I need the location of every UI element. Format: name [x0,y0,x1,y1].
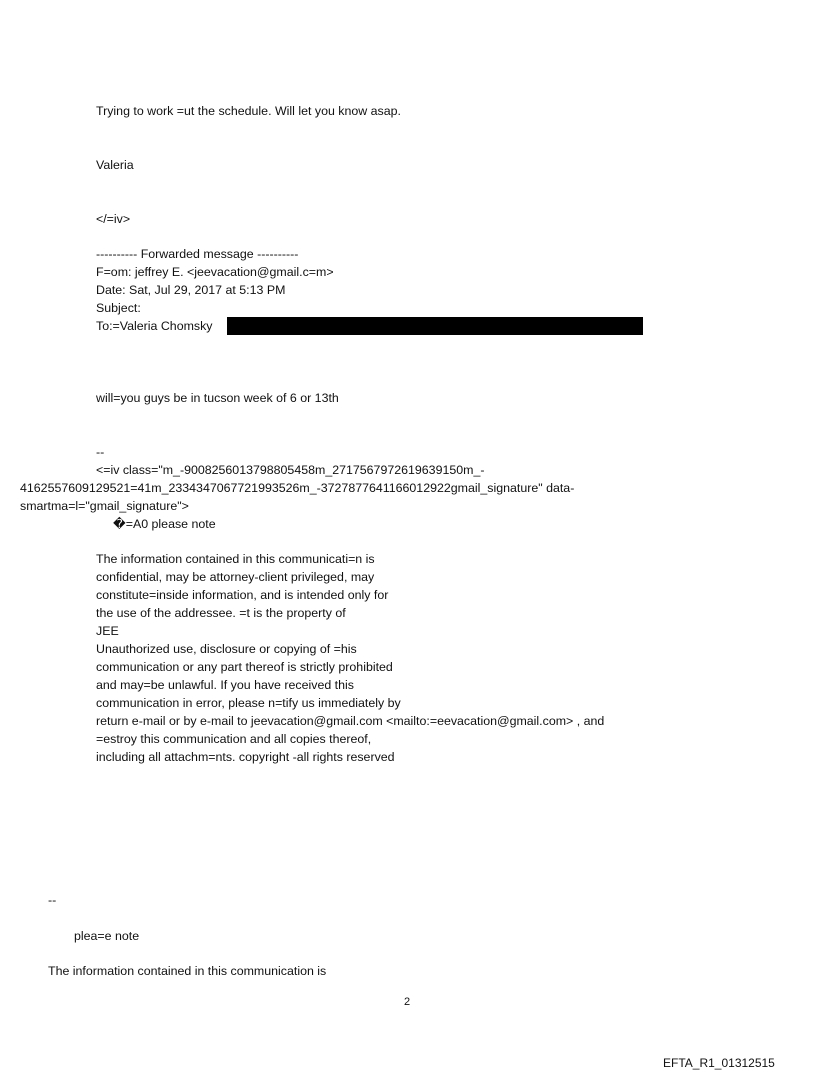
subject-line: Subject: [96,301,141,315]
signature-div-line-2: 4162557609129521=41m_2334347067721993526m_-3727877641166012922gmail_signature" data- [20,481,575,495]
from-line: F=om: jeffrey E. <jeevacation@gmail.c=m> [96,265,334,279]
disclaimer-line: =estroy this communication and all copies thereof, [96,732,372,746]
disclaimer-line: communication or any part thereof is strictly prohibited [96,660,393,674]
disclaimer-line: JEE [96,624,119,638]
date-line: Date: Sat, Jul 29, 2017 at 5:13 PM [96,283,286,297]
email-reply-signature: Valeria [96,158,134,172]
page-number: 2 [404,996,411,1008]
disclaimer-line: communication in error, please n=tify us immediately by [96,696,401,710]
disclaimer-line: Unauthorized use, disclosure or copying of =his [96,642,357,656]
disclaimer-line: constitute=inside information, and is intended only for [96,588,389,602]
email-reply-body: Trying to work =ut the schedule. Will let you know asap. [96,104,401,118]
trailer-please-note: plea=e note [74,929,140,943]
disclaimer-line: The information contained in this communicati=n is [96,552,375,566]
trailer-info-line: The information contained in this communication is [48,964,327,978]
signature-separator: -- [96,445,105,459]
forward-header: ---------- Forwarded message ---------- [96,247,299,261]
redaction-block [227,317,643,335]
signature-div-line-3: smartma=l="gmail_signature"> [20,499,189,513]
trailer-separator: -- [48,893,57,907]
html-fragment: </=iv> [96,212,131,226]
document-id: EFTA_R1_01312515 [663,1056,775,1070]
forwarded-body: will=you guys be in tucson week of 6 or 13th [96,391,339,405]
disclaimer-line: and may=be unlawful. If you have received this [96,678,354,692]
to-line: To:=Valeria Chomsky [96,319,213,333]
disclaimer-line: including all attachm=nts. copyright -all rights reserved [96,750,395,764]
signature-div-line-1: <=iv class="m_-9008256013798805458m_2717567972619639150m_- [96,463,485,477]
disclaimer-line: the use of the addressee. =t is the property of [96,606,346,620]
please-note-line: �=A0 please note [113,517,216,531]
disclaimer-line: confidential, may be attorney-client privileged, may [96,570,375,584]
disclaimer-line: return e-mail or by e-mail to jeevacation@gmail.com <mailto:=eevacation@gmail.com> , and [96,714,605,728]
